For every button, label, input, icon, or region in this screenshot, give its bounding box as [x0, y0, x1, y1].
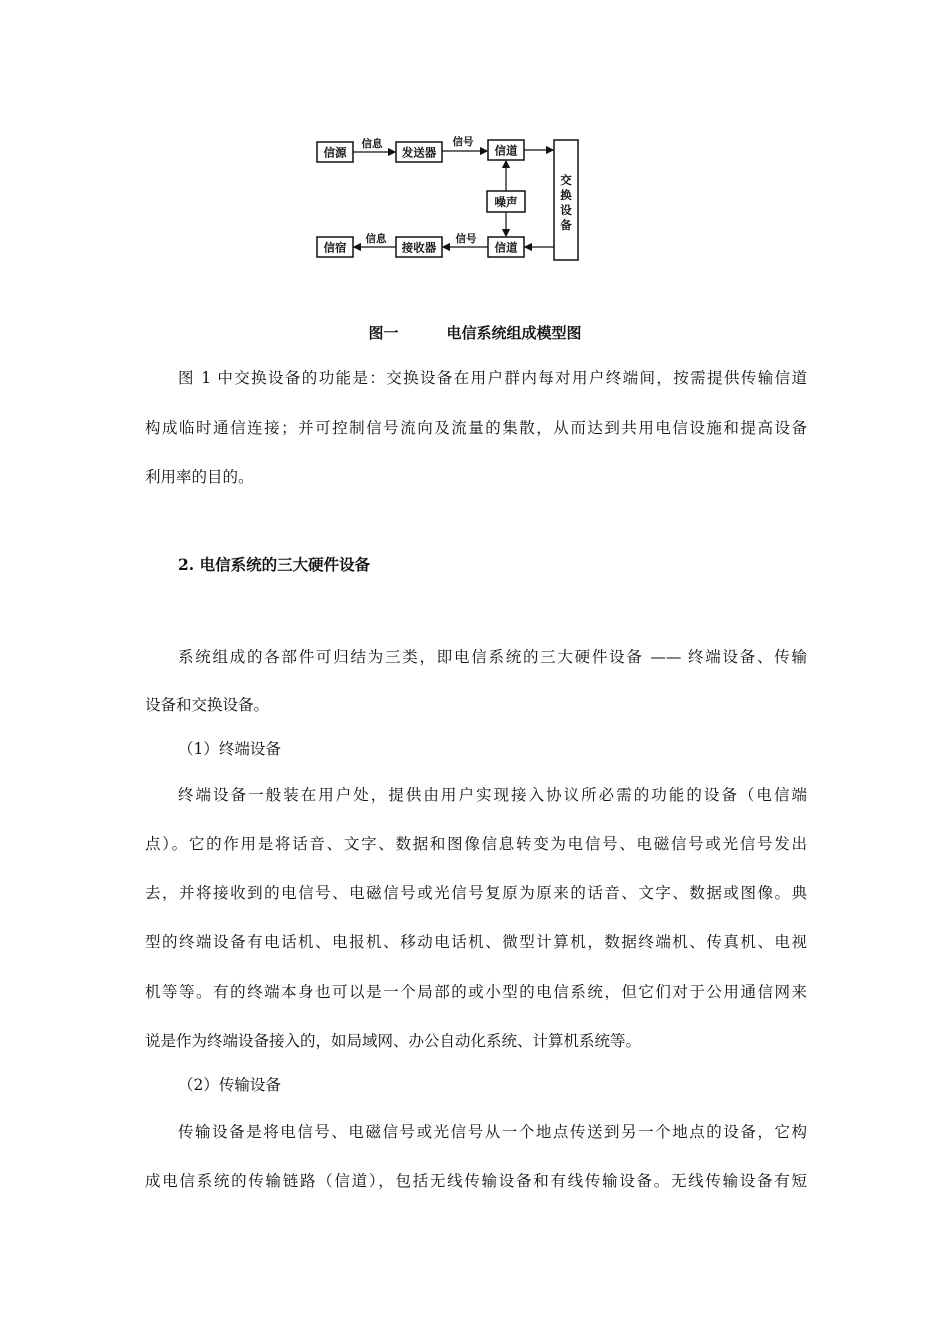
transmitter-label: 发送器 — [401, 145, 437, 160]
caption-title: 电信系统组成模型图 — [446, 324, 582, 342]
figure-caption — [0, 322, 950, 343]
noise-label: 噪声 — [494, 195, 518, 209]
switch-char-4: 备 — [560, 218, 572, 232]
telecom-system-diagram — [300, 122, 600, 270]
section-heading: 2. 电信系统的三大硬件设备 — [178, 555, 371, 574]
para3-line-3: 去，并将接收到的电信号、电磁信号或光信号复原为原来的话音、文字、数据或图像。典 — [145, 884, 807, 902]
label-info-bottom: 信息 — [365, 233, 387, 245]
para1-line-1: 图 1 中交换设备的功能是：交换设备在用户群内每对用户终端间，按需提供传输信道 — [178, 369, 807, 387]
label-signal-top: 信号 — [452, 136, 474, 148]
switch-char-2: 换 — [560, 188, 572, 202]
para3-line-4: 型的终端设备有电话机、电报机、移动电话机、微型计算机，数据终端机、传真机、电视 — [145, 933, 807, 951]
switch-char-1: 交 — [560, 173, 572, 187]
para2-line-1: 系统组成的各部件可归结为三类，即电信系统的三大硬件设备 —— 终端设备、传输 — [178, 648, 807, 666]
source-label: 信源 — [323, 145, 347, 160]
label-info-top: 信息 — [361, 138, 383, 150]
para4-line-2: 成电信系统的传输链路（信道），包括无线传输设备和有线传输设备。无线传输设备有短 — [145, 1172, 807, 1190]
para3-line-5: 机等等。有的终端本身也可以是一个局部的或小型的电信系统，但它们对于公用通信网来 — [145, 983, 807, 1001]
caption-number: 图一 — [368, 324, 399, 342]
channel-top-label: 信道 — [494, 143, 518, 158]
subheading-transmission: （2）传输设备 — [178, 1076, 281, 1094]
switch-char-3: 设 — [560, 203, 572, 217]
para4-line-1: 传输设备是将电信号、电磁信号或光信号从一个地点传送到另一个地点的设备，它构 — [178, 1123, 807, 1141]
para1-line-3: 利用率的目的。 — [145, 468, 254, 486]
subheading-terminal: （1）终端设备 — [178, 740, 281, 758]
channel-bottom-label: 信道 — [494, 240, 518, 255]
para3-line-6: 说是作为终端设备接入的，如局域网、办公自动化系统、计算机系统等。 — [145, 1032, 642, 1050]
para3-line-1: 终端设备一般装在用户处，提供由用户实现接入协议所必需的功能的设备（电信端 — [178, 786, 807, 804]
para3-line-2: 点）。它的作用是将话音、文字、数据和图像信息转变为电信号、电磁信号或光信号发出 — [145, 835, 807, 853]
receiver-label: 接收器 — [401, 240, 437, 255]
sink-label: 信宿 — [323, 240, 347, 255]
para1-line-2: 构成临时通信连接；并可控制信号流向及流量的集散，从而达到共用电信设施和提高设备 — [145, 419, 807, 437]
para2-line-2: 设备和交换设备。 — [145, 696, 270, 714]
label-signal-bottom: 信号 — [455, 233, 477, 245]
